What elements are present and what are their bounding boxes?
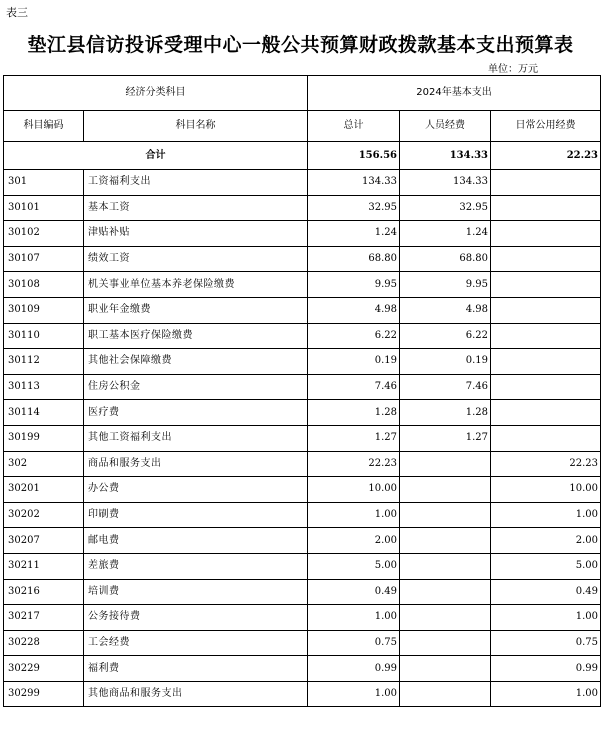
row-public: 0.49: [491, 579, 601, 605]
row-name: 工资福利支出: [84, 170, 308, 196]
row-personnel: 7.46: [400, 374, 491, 400]
row-personnel: [400, 477, 491, 503]
row-personnel: [400, 579, 491, 605]
row-code: 30299: [4, 681, 84, 707]
sum-row: [4, 142, 601, 170]
row-personnel: 6.22: [400, 323, 491, 349]
table-row: [4, 349, 601, 375]
row-personnel: 0.19: [400, 349, 491, 375]
row-public: 1.00: [491, 502, 601, 528]
row-total: 134.33: [308, 170, 400, 196]
row-total: 1.24: [308, 221, 400, 247]
table-row: [4, 374, 601, 400]
table-row: [4, 297, 601, 323]
row-code: 30102: [4, 221, 84, 247]
row-public: [491, 246, 601, 272]
table-row: [4, 681, 601, 707]
header-year-expense: 2024年基本支出: [308, 76, 601, 111]
row-personnel: 1.24: [400, 221, 491, 247]
table-row: [4, 605, 601, 631]
header-personnel: 人员经费: [400, 111, 491, 142]
row-code: 30202: [4, 502, 84, 528]
table-row: [4, 502, 601, 528]
row-total: 4.98: [308, 297, 400, 323]
row-total: 5.00: [308, 553, 400, 579]
row-personnel: 134.33: [400, 170, 491, 196]
row-public: 10.00: [491, 477, 601, 503]
table-row: [4, 170, 601, 196]
sum-personnel: 134.33: [400, 142, 491, 170]
table-row: [4, 579, 601, 605]
sum-label: 合计: [4, 142, 308, 170]
row-name: 印刷费: [84, 502, 308, 528]
row-name: 其他商品和服务支出: [84, 681, 308, 707]
row-name: 绩效工资: [84, 246, 308, 272]
row-code: 30110: [4, 323, 84, 349]
row-total: 32.95: [308, 195, 400, 221]
row-code: 30109: [4, 297, 84, 323]
header-row-group: [4, 76, 601, 111]
row-public: 1.00: [491, 605, 601, 631]
row-total: 0.99: [308, 656, 400, 682]
row-public: 1.00: [491, 681, 601, 707]
row-total: 1.28: [308, 400, 400, 426]
row-personnel: [400, 681, 491, 707]
header-public: 日常公用经费: [491, 111, 601, 142]
row-name: 福利费: [84, 656, 308, 682]
row-total: 2.00: [308, 528, 400, 554]
row-personnel: [400, 630, 491, 656]
table-row: [4, 477, 601, 503]
row-personnel: [400, 451, 491, 477]
row-total: 0.49: [308, 579, 400, 605]
row-code: 30107: [4, 246, 84, 272]
row-code: 30207: [4, 528, 84, 554]
row-code: 30228: [4, 630, 84, 656]
row-personnel: [400, 553, 491, 579]
table-row: [4, 221, 601, 247]
row-total: 68.80: [308, 246, 400, 272]
row-personnel: 1.27: [400, 425, 491, 451]
row-public: 2.00: [491, 528, 601, 554]
row-public: [491, 221, 601, 247]
row-code: 302: [4, 451, 84, 477]
row-name: 公务接待费: [84, 605, 308, 631]
row-total: 7.46: [308, 374, 400, 400]
row-name: 办公费: [84, 477, 308, 503]
row-code: 30199: [4, 425, 84, 451]
row-name: 其他工资福利支出: [84, 425, 308, 451]
row-personnel: 32.95: [400, 195, 491, 221]
row-personnel: 68.80: [400, 246, 491, 272]
row-total: 9.95: [308, 272, 400, 298]
sheet-label: 表三: [6, 6, 28, 19]
row-code: 30211: [4, 553, 84, 579]
row-total: 6.22: [308, 323, 400, 349]
row-total: 1.27: [308, 425, 400, 451]
row-public: 22.23: [491, 451, 601, 477]
row-name: 住房公积金: [84, 374, 308, 400]
table-row: [4, 272, 601, 298]
page-title: 垫江县信访投诉受理中心一般公共预算财政拨款基本支出预算表: [27, 34, 574, 56]
row-total: 1.00: [308, 502, 400, 528]
row-code: 30229: [4, 656, 84, 682]
budget-table: [3, 75, 601, 707]
row-code: 30114: [4, 400, 84, 426]
row-public: [491, 425, 601, 451]
row-code: 30112: [4, 349, 84, 375]
row-code: 30101: [4, 195, 84, 221]
row-code: 30113: [4, 374, 84, 400]
row-public: [491, 195, 601, 221]
unit-label: 单位：万元: [488, 64, 538, 75]
row-public: [491, 170, 601, 196]
row-total: 0.19: [308, 349, 400, 375]
table-row: [4, 656, 601, 682]
row-public: [491, 272, 601, 298]
row-public: [491, 297, 601, 323]
row-name: 工会经费: [84, 630, 308, 656]
row-name: 机关事业单位基本养老保险缴费: [84, 272, 308, 298]
row-personnel: [400, 656, 491, 682]
row-total: 10.00: [308, 477, 400, 503]
row-code: 30216: [4, 579, 84, 605]
row-name: 职工基本医疗保险缴费: [84, 323, 308, 349]
row-code: 301: [4, 170, 84, 196]
row-total: 22.23: [308, 451, 400, 477]
row-public: [491, 349, 601, 375]
header-row-columns: [4, 111, 601, 142]
row-public: [491, 323, 601, 349]
table-row: [4, 400, 601, 426]
row-name: 医疗费: [84, 400, 308, 426]
sum-public: 22.23: [491, 142, 601, 170]
row-name: 基本工资: [84, 195, 308, 221]
table-row: [4, 246, 601, 272]
row-personnel: 4.98: [400, 297, 491, 323]
table-row: [4, 323, 601, 349]
row-total: 1.00: [308, 681, 400, 707]
row-code: 30201: [4, 477, 84, 503]
row-name: 职业年金缴费: [84, 297, 308, 323]
table-row: [4, 528, 601, 554]
row-total: 1.00: [308, 605, 400, 631]
row-public: 0.75: [491, 630, 601, 656]
row-public: 0.99: [491, 656, 601, 682]
table-row: [4, 553, 601, 579]
row-name: 商品和服务支出: [84, 451, 308, 477]
header-name: 科目名称: [84, 111, 308, 142]
table-row: [4, 630, 601, 656]
row-personnel: 9.95: [400, 272, 491, 298]
row-code: 30108: [4, 272, 84, 298]
row-name: 培训费: [84, 579, 308, 605]
row-public: [491, 374, 601, 400]
row-total: 0.75: [308, 630, 400, 656]
row-personnel: 1.28: [400, 400, 491, 426]
row-public: [491, 400, 601, 426]
row-name: 邮电费: [84, 528, 308, 554]
row-code: 30217: [4, 605, 84, 631]
row-personnel: [400, 528, 491, 554]
header-code: 科目编码: [4, 111, 84, 142]
row-public: 5.00: [491, 553, 601, 579]
table-row: [4, 451, 601, 477]
row-name: 差旅费: [84, 553, 308, 579]
sum-total: 156.56: [308, 142, 400, 170]
row-personnel: [400, 502, 491, 528]
header-classification: 经济分类科目: [4, 76, 308, 111]
header-total: 总计: [308, 111, 400, 142]
table-row: [4, 425, 601, 451]
row-name: 其他社会保障缴费: [84, 349, 308, 375]
row-personnel: [400, 605, 491, 631]
row-name: 津贴补贴: [84, 221, 308, 247]
table-row: [4, 195, 601, 221]
